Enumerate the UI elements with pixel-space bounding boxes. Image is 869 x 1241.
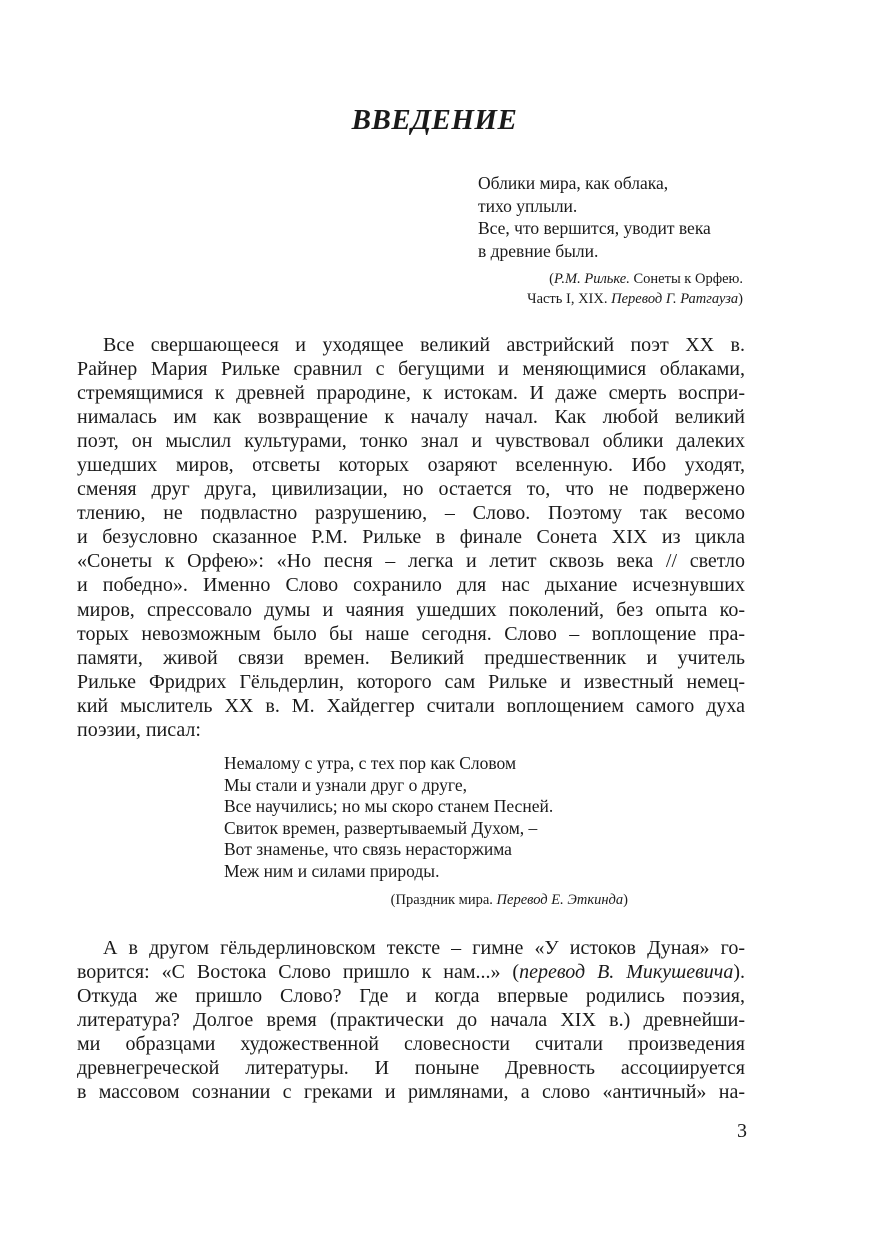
text-line: миров, спрессовало думы и чаяния ушедших поколений, без опыта ко-: [77, 598, 745, 621]
text-line: нималась им как возвращение к началу начал. Как любой великий: [77, 406, 745, 429]
body-paragraph-1: [77, 333, 745, 742]
text-line: кий мыслитель XX в. М. Хайдеггер считали воплощением самого духа: [77, 694, 745, 717]
attribution-author: Р.М. Рильке.: [553, 271, 630, 287]
attribution-part: Часть I, XIX.: [527, 291, 612, 307]
attribution-translator: Перевод Г. Ратгауза: [611, 291, 739, 307]
translator-credit: перевод В. Микушевича: [519, 961, 734, 984]
poem-line: Мы стали и узнали друг о друге,: [224, 774, 467, 795]
text-line: торых невозможным было бы наше сегодня. Слово – воплощение пра-: [77, 622, 745, 645]
text-line: Рильке Фридрих Гёльдерлин, которого сам Рильке и известный немец-: [77, 670, 745, 693]
attribution-work: Сонеты к Орфею.: [629, 271, 743, 287]
text-line: ушедших миров, отсветы которых озаряют вселенную. Ибо уходят,: [77, 454, 745, 477]
text-line: Райнер Мария Рильке сравнил с бегущими и меняющимися облаками,: [77, 358, 745, 381]
text-line: стремящимися к древней прародине, к истокам. И даже смерть воспри-: [77, 382, 745, 405]
poem-attribution-suffix: ): [623, 892, 628, 908]
epigraph-line: Облики мира, как облака,: [478, 173, 669, 193]
poem-quote: [224, 753, 553, 883]
text-line: ми образцами художественной словесности считали произведения: [77, 1033, 745, 1056]
text-line: древнегреческой литературы. И поныне Древность ассоциируется: [77, 1057, 745, 1080]
poem-attribution: [391, 892, 628, 909]
text-line: в массовом сознании с греками и римлянами, а слово «античный» на-: [77, 1081, 745, 1104]
text-line: поэзии, писал:: [77, 718, 201, 741]
text-line: сменяя друг друга, цивилизации, но остается то, что не подвержено: [77, 478, 745, 501]
text-line: «Сонеты к Орфею»: «Но песня – легка и летит сквозь века // светло: [77, 550, 745, 573]
text-line: поэт, он мыслил культурами, тонко знал и чувствовал облики далеких: [77, 430, 745, 453]
attribution-open-paren: (: [549, 271, 554, 287]
text-span: ворится: «С Востока Слово пришло к нам...» (: [77, 961, 520, 984]
epigraph: [478, 172, 711, 262]
epigraph-attribution: [527, 269, 743, 309]
epigraph-line: в древние были.: [478, 240, 599, 261]
epigraph-line: Все, что вершится, уводит века: [478, 218, 711, 239]
text-line: и победно». Именно Слово сохранило для нас дыхание исчезнувших: [77, 574, 745, 597]
text-line: Все свершающееся и уходящее великий австрийский поэт XX в.: [103, 334, 745, 356]
text-span: ).: [733, 961, 745, 984]
text-line: и безусловно сказанное Р.М. Рильке в финале Сонета XIX из цикла: [77, 526, 745, 549]
poem-line: Меж ним и силами природы.: [224, 860, 440, 881]
text-line: [77, 960, 745, 984]
poem-line: Свиток времен, развертываемый Духом, –: [224, 817, 538, 838]
poem-line: Все научились; но мы скоро станем Песней.: [224, 796, 554, 817]
poem-line: Немалому с утра, с тех пор как Словом: [224, 753, 517, 773]
poem-attribution-prefix: (Праздник мира.: [390, 892, 497, 908]
body-paragraph-2: [77, 936, 745, 1104]
chapter-title: ВВЕДЕНИЕ: [351, 104, 518, 136]
text-line: Откуда же пришло Слово? Где и когда впервые родились поэзия,: [77, 985, 745, 1008]
epigraph-line: тихо уплыли.: [478, 195, 578, 216]
text-line: литература? Долгое время (практически до начала XIX в.) древнейши-: [77, 1009, 745, 1032]
poem-attribution-translator: Перевод Е. Эткинда: [496, 892, 624, 908]
page-number: 3: [737, 1120, 747, 1142]
poem-line: Вот знаменье, что связь нерасторжима: [224, 839, 512, 860]
text-line: тлению, не подвластно разрушению, – Слово. Поэтому так весомо: [77, 502, 745, 525]
text-line: памяти, живой связи времен. Великий предшественник и учитель: [77, 646, 745, 669]
attribution-close-paren: ): [738, 291, 743, 307]
text-line: А в другом гёльдерлиновском тексте – гимне «У истоков Дуная» го-: [103, 937, 745, 959]
